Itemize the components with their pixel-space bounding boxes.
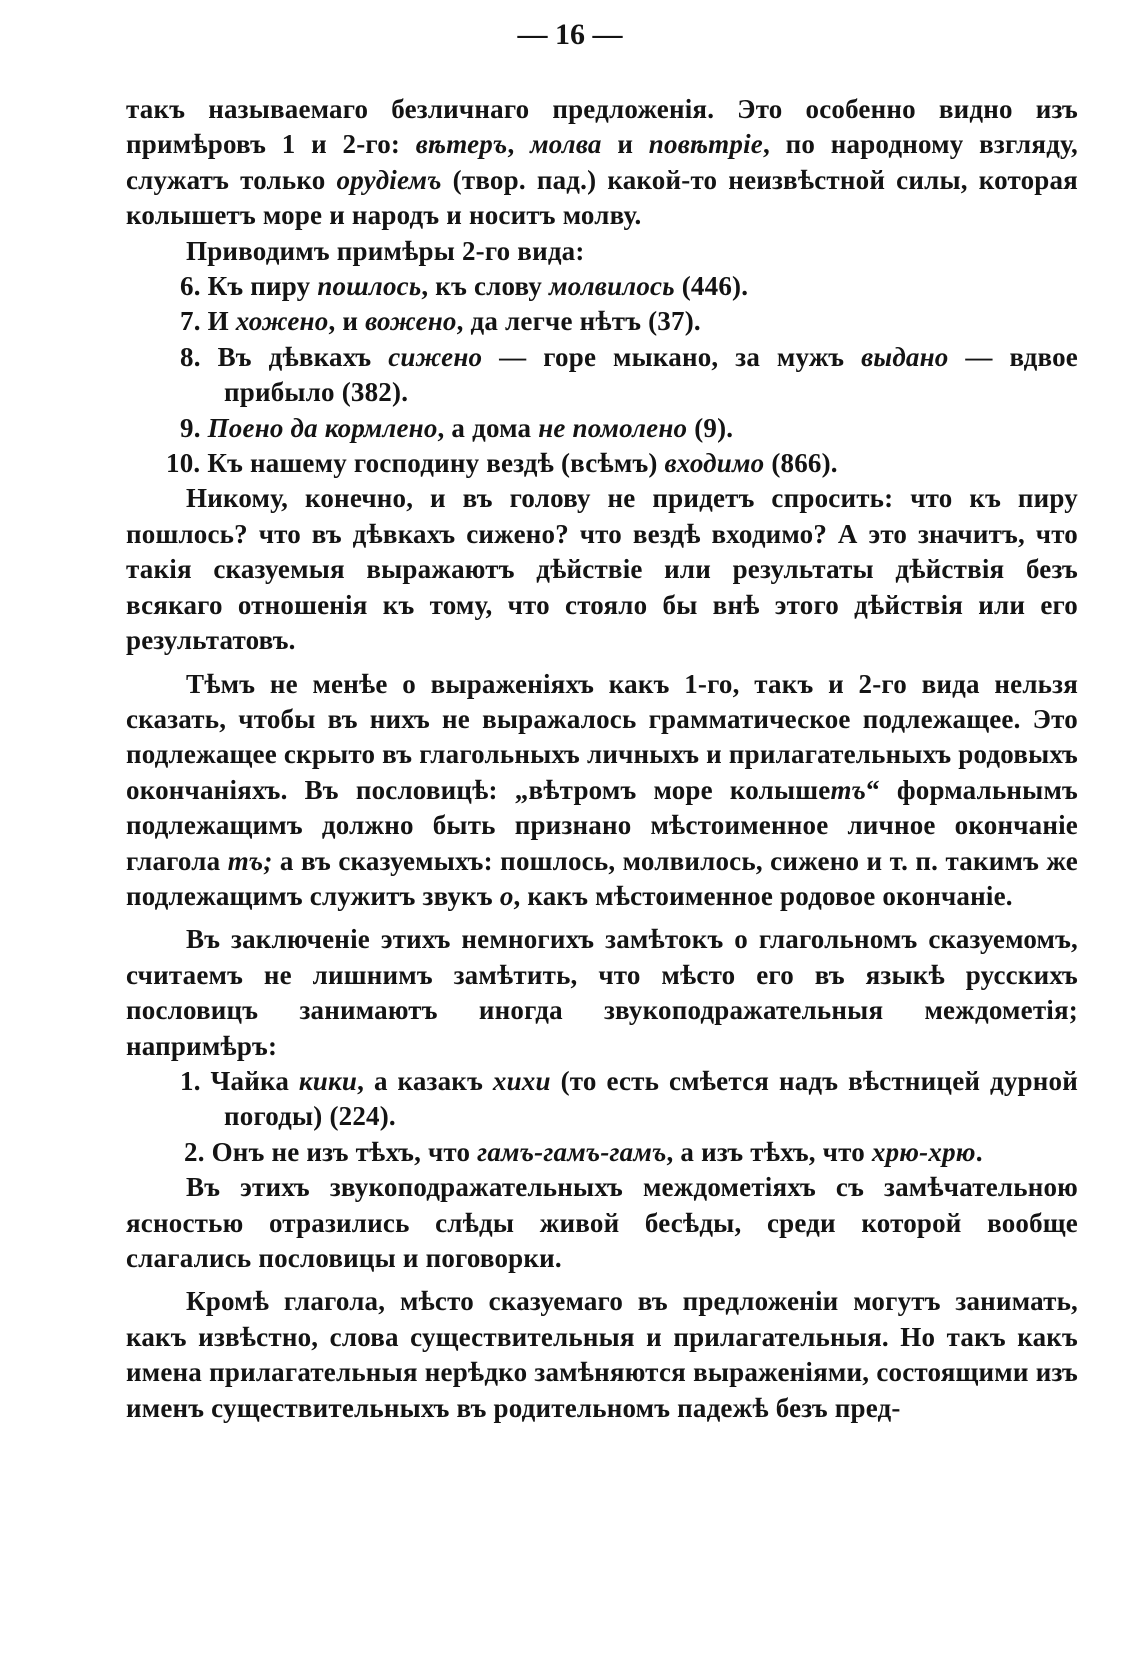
example-9	[126, 411, 1078, 446]
italic-term: входимо	[664, 448, 765, 479]
paragraph-1	[126, 92, 1078, 234]
italic-term: молвилось	[549, 271, 675, 302]
text-span: и	[601, 129, 649, 160]
example-7	[126, 304, 1078, 339]
paragraph-4	[126, 667, 1078, 915]
italic-term: орудіемъ	[336, 164, 442, 195]
italic-term: повѣтріе	[648, 129, 763, 160]
text-span: Къ пиру	[207, 271, 318, 302]
paragraph-5: Въ заключеніе этихъ немногихъ замѣтокъ о глагольномъ сказуемомъ, считаемъ не лишнимъ замѣтить, что мѣсто его въ языкѣ русскихъ пословицъ занимаютъ иногда звукоподражательныя междометія; напримѣръ:	[126, 924, 1078, 1061]
italic-term: тъ	[830, 774, 867, 805]
text-span: .	[975, 1136, 983, 1167]
text-span: (446).	[674, 271, 749, 302]
italic-term: Поено да кормлено	[207, 412, 438, 443]
italic-term: выдано	[861, 341, 949, 372]
italic-term: гамъ-гамъ-гамъ	[477, 1136, 667, 1167]
example-number: 1.	[180, 1065, 201, 1096]
example-10	[126, 446, 1078, 481]
text-span: (твор. пад.) какой-то неизвѣстной силы, которая колышетъ море и народъ и носитъ молву.	[126, 164, 1078, 231]
text-span: Въ дѣвкахъ	[217, 341, 389, 372]
example-number: 6.	[180, 271, 201, 302]
italic-term: пошлось	[317, 271, 422, 302]
paragraph-2: Приводимъ примѣры 2-го вида:	[186, 235, 585, 266]
text-span: Тѣмъ не менѣе о выраженіяхъ какъ 1-го, такъ и 2-го вида нельзя сказать, чтобы въ нихъ не выражалось грамматическое подлежащее. Это подлежащее скрыто въ глагольныхъ личныхъ и прилагательныхъ родовыхъ окончаніяхъ. Въ пословицѣ: „вѣтромъ море колыше	[126, 668, 1078, 805]
example-number: 2.	[184, 1136, 205, 1167]
text-span: Онъ не изъ тѣхъ, что	[211, 1136, 478, 1167]
italic-term: молва	[530, 129, 602, 160]
italic-term: не помолено	[538, 412, 688, 443]
text-span: , а изъ тѣхъ, что	[666, 1136, 872, 1167]
italic-term: вѣтеръ	[415, 129, 508, 160]
italic-term: тъ;	[227, 845, 273, 876]
example-number: 10.	[166, 448, 201, 479]
text-span: Чайка	[210, 1065, 299, 1096]
text-span: , по народному взгляду, служатъ только	[126, 129, 1078, 195]
text-span: , а дома	[437, 412, 539, 443]
text-span: такъ называемаго безличнаго предложенія. Это особенно видно изъ примѣровъ 1 и 2-го:	[126, 94, 1078, 160]
italic-term: вожено	[365, 306, 457, 337]
paragraph-3: Никому, конечно, и въ голову не придетъ спросить: что къ пиру пошлось? что въ дѣвкахъ сижено? что вездѣ входимо? А это значитъ, что такія сказуемыя выражаютъ дѣйствіе или результаты дѣйствія безъ всякаго отношенія къ тому, что стояло бы внѣ этого дѣйствія или его результатовъ.	[126, 483, 1078, 656]
example-number: 8.	[180, 341, 201, 372]
text-span: , какъ мѣстоименное родовое окончаніе.	[513, 880, 1013, 911]
text-span: , да легче нѣтъ (37).	[456, 306, 701, 337]
example-6	[126, 269, 1078, 304]
text-span: , къ слову	[421, 271, 550, 302]
page-number: — 16 —	[517, 18, 623, 51]
italic-term: хожено	[235, 306, 329, 337]
text-span: ,	[507, 129, 531, 160]
text-span: , а казакъ	[357, 1065, 493, 1096]
italic-term: о	[499, 880, 514, 911]
text-span: (то есть смѣется надъ вѣстницей дурной погоды) (224).	[224, 1065, 1078, 1132]
italic-term: хихи	[492, 1065, 551, 1096]
paragraph-7: Кромѣ глагола, мѣсто сказуемаго въ предложеніи могутъ занимать, какъ извѣстно, слова существительныя и прилагательныя. Но такъ какъ имена прилагательныя нерѣдко замѣняются выраженіями, состоящими изъ именъ существительныхъ въ родительномъ падежѣ безъ пред-	[126, 1286, 1078, 1423]
body-text	[126, 92, 1078, 1426]
text-span: — горе мыкано, за мужъ	[482, 341, 862, 372]
text-span: , и	[328, 306, 366, 337]
example-number: 9.	[180, 412, 201, 443]
example-b1	[126, 1064, 1078, 1135]
text-span: “ формальнымъ подлежащимъ должно быть признано мѣстоименное личное окончаніе глагола	[126, 774, 1078, 876]
italic-term: сижено	[388, 341, 483, 372]
text-span: И	[207, 306, 236, 337]
example-number: 7.	[180, 306, 201, 337]
text-span: Къ нашему господину вездѣ (всѣмъ)	[207, 448, 665, 479]
italic-term: хрю-хрю	[871, 1136, 976, 1167]
example-b2	[126, 1135, 1078, 1170]
text-span: (9).	[687, 412, 734, 443]
paragraph-6: Въ этихъ звукоподражательныхъ междометіяхъ съ замѣчательною ясностью отразились слѣды живой бесѣды, среди которой вообще слагались пословицы и поговорки.	[126, 1172, 1078, 1273]
text-span: а въ сказуемыхъ: пошлось, молвилось, сижено и т. п. такимъ же подлежащимъ служитъ звукъ	[126, 845, 1078, 911]
text-span: — вдвое прибыло (382).	[224, 341, 1078, 408]
example-8	[126, 340, 1078, 411]
italic-term: кики	[298, 1065, 358, 1096]
text-span: (866).	[764, 448, 838, 479]
